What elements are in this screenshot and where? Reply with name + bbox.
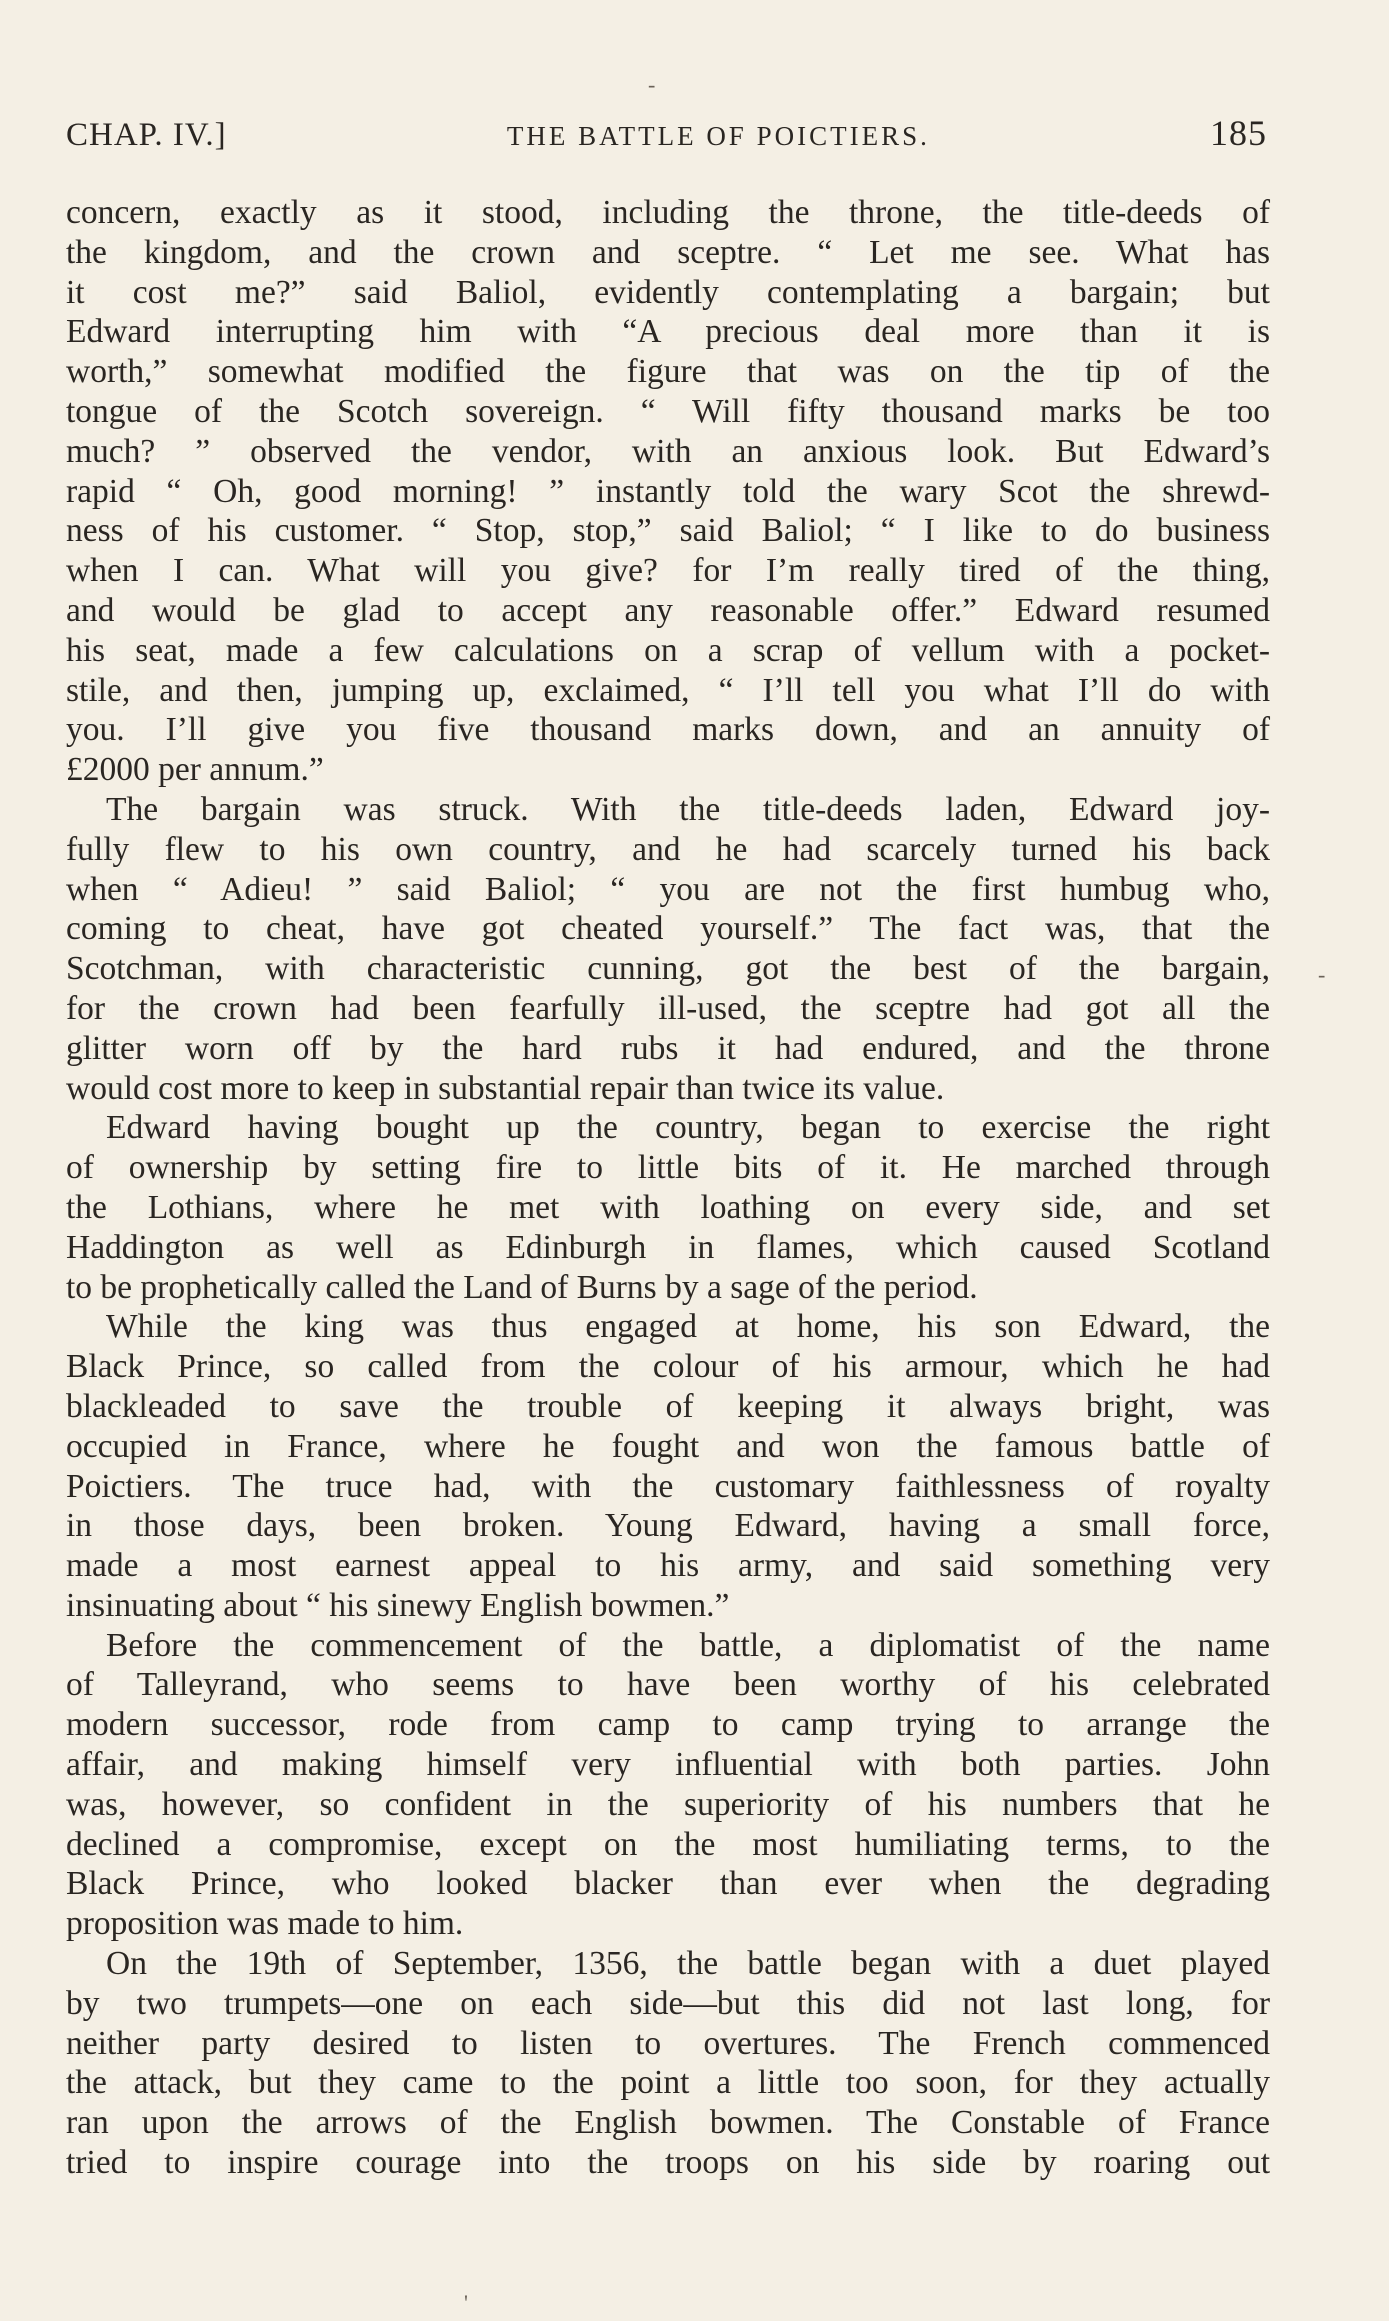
text-line: On the 19th of September, 1356, the battle began with a duet played — [106, 1945, 1270, 1983]
text-line: tried to inspire courage into the troops on his side by roaring out — [66, 2144, 1270, 2182]
text-line: stile, and then, jumping up, exclaimed, “ I’ll tell you what I’ll do with — [66, 671, 1270, 709]
text-line: when I can. What will you give? for I’m really tired of the thing, — [66, 552, 1270, 590]
running-title: THE BATTLE OF POICTIERS. — [506, 121, 930, 151]
text-line: ran upon the arrows of the English bowmen. The Constable of France — [66, 2104, 1270, 2142]
text-line: Black Prince, who looked blacker than ever when the degrading — [66, 1865, 1270, 1903]
text-line: it cost me?” said Baliol, evidently contemplating a bargain; but — [66, 273, 1270, 311]
text-line: to be prophetically called the Land of Burns by a sage of the period. — [66, 1268, 978, 1306]
text-line: when “ Adieu! ” said Baliol; “ you are not the first humbug who, — [66, 870, 1270, 908]
text-line: was, however, so confident in the superiority of his numbers that he — [66, 1785, 1270, 1823]
text-line: affair, and making himself very influential with both parties. John — [66, 1746, 1270, 1784]
text-line: ness of his customer. “ Stop, stop,” said Baliol; “ I like to do business — [66, 512, 1270, 550]
page-number: 185 — [1210, 113, 1267, 153]
text-line: fully flew to his own country, and he had scarcely turned his back — [66, 830, 1270, 868]
text-line: proposition was made to him. — [66, 1905, 464, 1943]
text-line: concern, exactly as it stood, including the throne, the title-deeds of — [66, 194, 1270, 231]
text-line: blackleaded to save the trouble of keeping it always bright, was — [66, 1387, 1270, 1425]
chapter-label: CHAP. IV.] — [66, 117, 227, 153]
text-line: modern successor, rode from camp to camp trying to arrange the — [66, 1706, 1270, 1744]
text-line: in those days, been broken. Young Edward, having a small force, — [66, 1507, 1270, 1545]
text-line: much? ” observed the vendor, with an anxious look. But Edward’s — [66, 432, 1270, 470]
text-line: the Lothians, where he met with loathing on every side, and set — [66, 1188, 1270, 1226]
text-line: worth,” somewhat modified the figure that was on the tip of the — [66, 353, 1270, 391]
text-line: coming to cheat, have got cheated yourself.” The fact was, that the — [66, 910, 1270, 948]
text-line: Haddington as well as Edinburgh in flames, which caused Scotland — [66, 1228, 1270, 1266]
stray-mark-top: - — [648, 72, 656, 97]
text-line: Scotchman, with characteristic cunning, got the best of the bargain, — [66, 950, 1270, 988]
text-line: Black Prince, so called from the colour of his armour, which he had — [66, 1348, 1270, 1386]
text-line: Edward interrupting him with “A precious deal more than it is — [66, 313, 1270, 351]
text-line: occupied in France, where he fought and won the famous battle of — [66, 1427, 1270, 1465]
text-line: of Talleyrand, who seems to have been worthy of his celebrated — [66, 1666, 1270, 1704]
text-line: While the king was thus engaged at home, his son Edward, the — [106, 1308, 1270, 1346]
text-line: Before the commencement of the battle, a diplomatist of the name — [106, 1626, 1270, 1664]
text-line: The bargain was struck. With the title-deeds laden, Edward joy- — [106, 790, 1270, 828]
text-line: made a most earnest appeal to his army, and said something very — [66, 1547, 1270, 1585]
body-text — [66, 193, 1270, 2183]
text-line: for the crown had been fearfully ill-used, the sceptre had got all the — [66, 989, 1270, 1027]
text-line: glitter worn off by the hard rubs it had endured, and the throne — [66, 1029, 1270, 1067]
text-line: and would be glad to accept any reasonable offer.” Edward resumed — [66, 591, 1270, 629]
text-line: insinuating about “ his sinewy English bowmen.” — [66, 1586, 730, 1624]
text-line: Poictiers. The truce had, with the customary faithlessness of royalty — [66, 1467, 1270, 1505]
text-line: Edward having bought up the country, began to exercise the right — [106, 1109, 1270, 1147]
text-line: declined a compromise, except on the most humiliating terms, to the — [66, 1825, 1270, 1863]
text-line: his seat, made a few calculations on a scrap of vellum with a pocket- — [66, 631, 1270, 669]
text-line: by two trumpets—one on each side—but this did not last long, for — [66, 1984, 1270, 2022]
text-line: tongue of the Scotch sovereign. “ Will fifty thousand marks be too — [66, 392, 1270, 430]
text-line: neither party desired to listen to overtures. The French commenced — [66, 2024, 1270, 2062]
text-line: rapid “ Oh, good morning! ” instantly told the wary Scot the shrewd- — [66, 472, 1270, 510]
running-header — [66, 112, 1267, 160]
text-line: £2000 per annum.” — [66, 751, 324, 789]
stray-mark-bottom: ' — [464, 2290, 468, 2315]
text-line: of ownership by setting fire to little bits of it. He marched through — [66, 1149, 1270, 1187]
stray-mark-margin: - — [1318, 962, 1326, 987]
text-line: the kingdom, and the crown and sceptre. “ Let me see. What has — [66, 233, 1270, 271]
text-line: would cost more to keep in substantial repair than twice its value. — [66, 1069, 945, 1107]
text-line: the attack, but they came to the point a little too soon, for they actually — [66, 2064, 1270, 2102]
text-line: you. I’ll give you five thousand marks down, and an annuity of — [66, 711, 1270, 749]
